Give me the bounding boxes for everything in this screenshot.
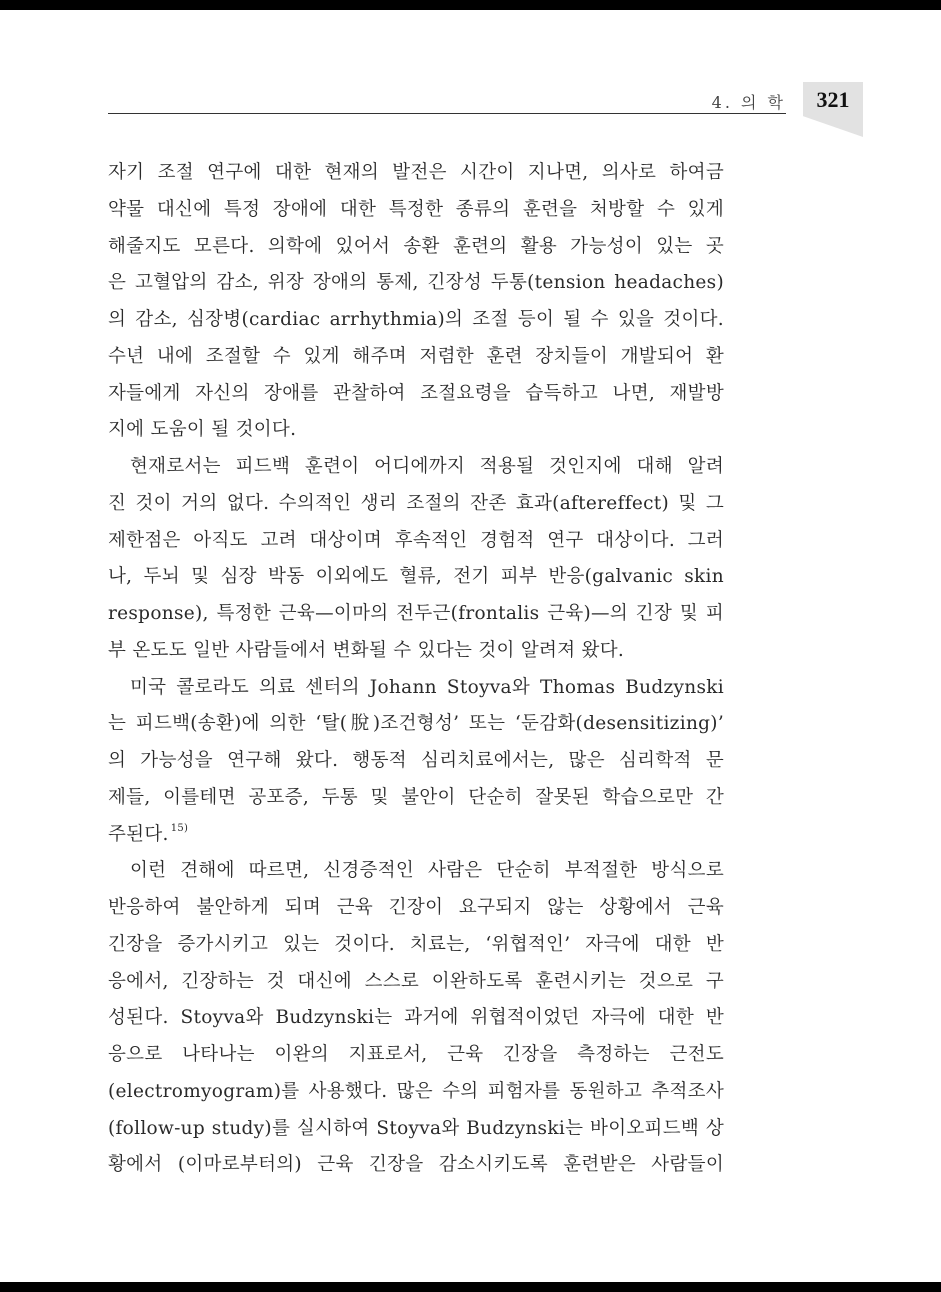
running-head: 4. 의 학 [711,93,786,112]
text-line: 는 피드백(송환)에 의한 ‘탈(脫)조건형성’ 또는 ‘둔감화(desensitizing)’ [108,713,724,735]
header-rule [108,113,786,114]
text-line: 수년 내에 조절할 수 있게 해주며 저렴한 훈련 장치들이 개발되어 환 [108,345,724,367]
text-line: 지에 도움이 될 것이다. [108,419,297,441]
text-line: 황에서 (이마로부터의) 근육 긴장을 감소시키도록 훈련받은 사람들이 [108,1154,724,1176]
text-line: 약물 대신에 특정 장애에 대한 특정한 종류의 훈련을 처방할 수 있게 [108,198,724,220]
text-line: 제들, 이를테면 공포증, 두통 및 불안이 단순히 잘못된 학습으로만 간 [108,786,724,808]
text-line: 응으로 나타나는 이완의 지표로서, 근육 긴장을 측정하는 근전도 [108,1044,724,1065]
text-line-with-footnote [108,817,724,854]
text-line: 해줄지도 모른다. 의학에 있어서 송환 훈련의 활용 가능성이 있는 곳 [108,235,724,257]
bottom-border [0,1282,941,1292]
text-line: 자들에게 자신의 장애를 관찰하여 조절요령을 습득하고 나면, 재발방 [108,382,724,404]
text-line: (electromyogram)를 사용했다. 많은 수의 피험자를 동원하고 추적조사 [108,1080,724,1102]
page-number: 321 [816,87,850,112]
text-line: 성된다. Stoyva와 Budzynski는 과거에 위협적이었던 자극에 대한 반 [108,1007,724,1029]
text-line: 긴장을 증가시키고 있는 것이다. 치료는, ‘위협적인’ 자극에 대한 반 [108,933,724,955]
text-line: response), 특정한 근육—이마의 전두근(frontalis 근육)—의 긴장 및 피 [108,603,724,624]
text-line: 응에서, 긴장하는 것 대신에 스스로 이완하도록 훈련시키는 것으로 구 [108,970,724,992]
text-line: 나, 두뇌 및 심장 박동 이외에도 혈류, 전기 피부 반응(galvanic skin [108,566,724,588]
text-line: 의 가능성을 연구해 왔다. 행동적 심리치료에서는, 많은 심리학적 문 [108,750,724,771]
text-line: 이런 견해에 따르면, 신경증적인 사람은 단순히 부적절한 방식으로 [130,860,724,882]
top-border [0,0,941,10]
text-line: 진 것이 거의 없다. 수의적인 생리 조절의 잔존 효과(aftereffect) 및 그 [108,492,724,514]
text-line: 현재로서는 피드백 훈련이 어디에까지 적용될 것인지에 대해 알려 [130,456,724,477]
text-line: 자기 조절 연구에 대한 현재의 발전은 시간이 지나면, 의사로 하여금 [108,162,724,183]
body-text [108,155,724,1184]
text-line: (follow-up study)를 실시하여 Stoyva와 Budzynski는 바이오피드백 상 [108,1117,724,1139]
text-line: 은 고혈압의 감소, 위장 장애의 통제, 긴장성 두통(tension headaches) [108,272,724,294]
text-line: 제한점은 아직도 고려 대상이며 후속적인 경험적 연구 대상이다. 그러 [108,529,724,551]
footnote-reference: 15) [170,822,189,834]
text-line: 부 온도도 일반 사람들에서 변화될 수 있다는 것이 알려져 왔다. [108,639,625,661]
text-line: 주된다. [108,823,169,845]
text-line: 미국 콜로라도 의료 센터의 Johann Stoyva와 Thomas Budzynski [130,676,724,698]
text-line: 반응하여 불안하게 되며 근육 긴장이 요구되지 않는 상황에서 근육 [108,897,724,918]
text-line: 의 감소, 심장병(cardiac arrhythmia)의 조절 등이 될 수 있을 것이다. [108,309,724,330]
